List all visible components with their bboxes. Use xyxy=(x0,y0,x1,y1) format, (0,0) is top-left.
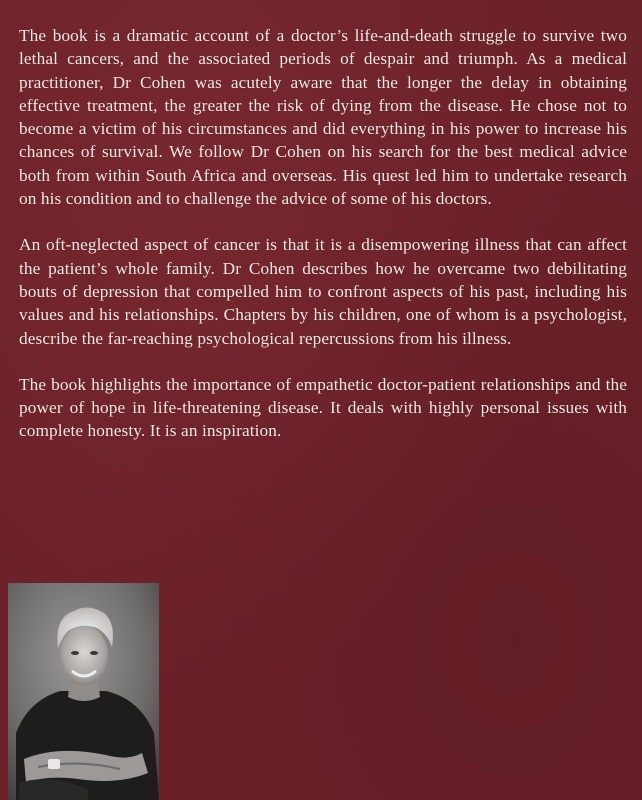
blurb-paragraph-1: The book is a dramatic account of a doctor’s life-and-death struggle to survive two lethal cancers, and the associated periods of despair and triumph. As a medical practitioner, Dr Cohen was acutely aware that the longer the delay in obtaining effective treatment, the greater the risk of dying from the disease. He chose not to become a victim of his circumstances and did everything in his power to increase his chances of survival. We follow Dr Cohen on his search for the best medical advice both from within South Africa and overseas. His quest led him to undertake research on his condition and to challenge the advice of some of his doctors. xyxy=(19,26,627,209)
book-blurb xyxy=(19,24,627,466)
blurb-paragraph-3: The book highlights the importance of empathetic doctor-patient relationships and the power of hope in life-threatening disease. It deals with highly personal issues with complete honesty. It is an inspiration. xyxy=(19,374,627,441)
blurb-paragraph-2: An oft-neglected aspect of cancer is that it is a disempowering illness that can affect the patient’s whole family. Dr Cohen describes how he overcame two debilitating bouts of depression that compelled him to confront aspects of his past, including his values and his relationships. Chapters by his children, one of whom is a psychologist, describe the far-reaching psychological repercussions from his illness. xyxy=(19,235,627,348)
author-photo xyxy=(8,583,159,800)
author-portrait-icon xyxy=(8,583,159,800)
